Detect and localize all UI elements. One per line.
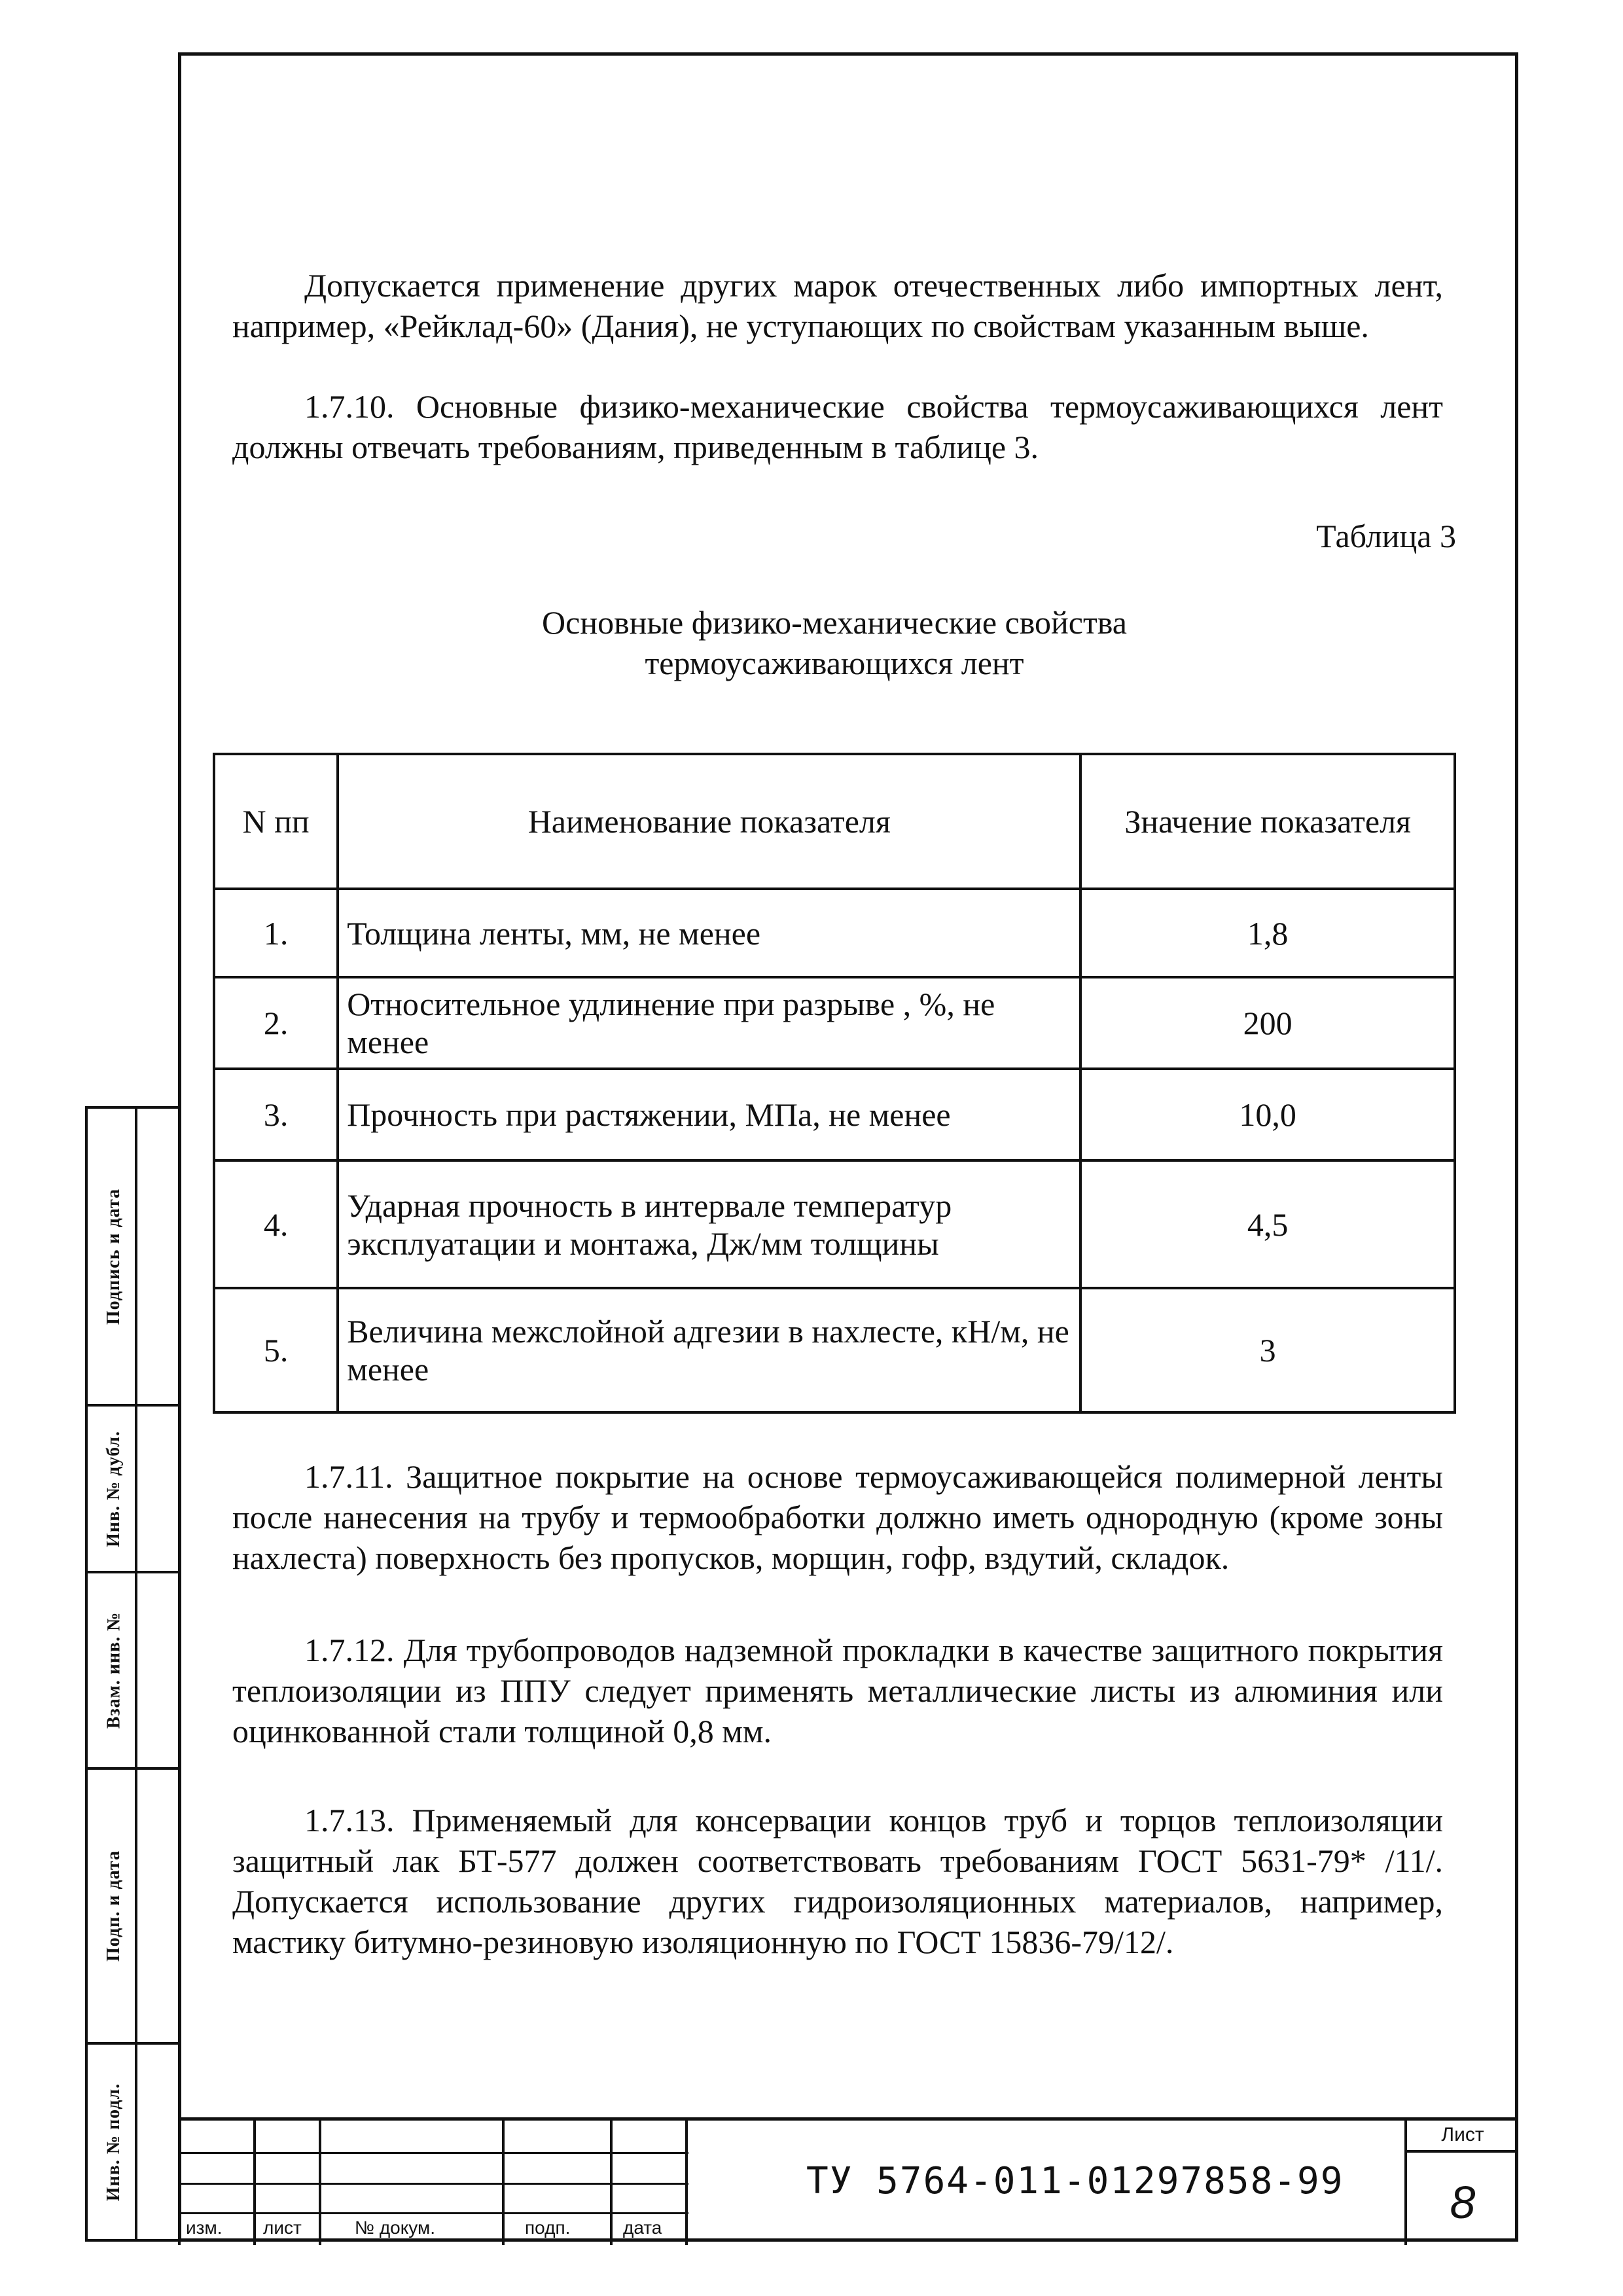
table-label: Таблица 3 xyxy=(1316,518,1456,554)
sidebar-label-vzam-inv: Взам. инв. № xyxy=(103,1611,124,1729)
row-name: Ударная прочность в интервале температур эксплуатации и монтажа, Дж/мм толщины xyxy=(338,1160,1080,1288)
sheet-box xyxy=(1404,2121,1518,2245)
row-name: Величина межслойной адгезии в нахлесте, кН/м, не менее xyxy=(338,1288,1080,1412)
sidebar-cell xyxy=(88,1573,178,1770)
table-row xyxy=(214,889,1455,977)
row-value: 1,8 xyxy=(1080,889,1455,977)
properties-table xyxy=(213,753,1456,1414)
stamp-podp-label: подп. xyxy=(525,2217,571,2238)
sheet-number: 8 xyxy=(1450,2177,1476,2228)
paragraph-intro: Допускается применение других марок отечественных либо импортных лент, например, «Рейклад-60» (Дания), не уступающих по свойствам указанным выше. xyxy=(232,267,1443,344)
row-num: 5. xyxy=(214,1288,338,1412)
sidebar-label-inv-podl: Инв. № подл. xyxy=(103,2083,124,2201)
row-value: 10,0 xyxy=(1080,1069,1455,1160)
table-caption-line1: Основные физико-механические свойства xyxy=(542,604,1127,641)
row-num: 2. xyxy=(214,977,338,1069)
table-caption xyxy=(393,602,1276,683)
sheet-label: Лист xyxy=(1407,2124,1518,2153)
paragraph-1-7-10: 1.7.10. Основные физико-механические свойства термоусаживающихся лент должны отвечать требованиям, приведенным в таблице 3. xyxy=(232,388,1443,465)
row-value: 3 xyxy=(1080,1288,1455,1412)
sidebar-cell xyxy=(88,1407,178,1573)
sidebar-label-inv-dubl: Инв. № дубл. xyxy=(103,1430,124,1547)
stamp-izm-label: изм. xyxy=(186,2217,223,2238)
revision-grid xyxy=(178,2121,688,2245)
row-num: 1. xyxy=(214,889,338,977)
document-code: ТУ 5764-011-01297858-99 xyxy=(806,2160,1344,2202)
table-row xyxy=(214,1288,1455,1412)
row-name: Прочность при растяжении, МПа, не менее xyxy=(338,1069,1080,1160)
paragraph-1-7-12: 1.7.12. Для трубопроводов надземной прокладки в качестве защитного покрытия теплоизоляции из ППУ следует применять металлические листы из алюминия или оцинкованной стали толщиной 0,8 мм. xyxy=(232,1632,1443,1749)
row-value: 4,5 xyxy=(1080,1160,1455,1288)
stamp-list-label: лист xyxy=(263,2217,302,2238)
title-block xyxy=(178,2117,1518,2245)
table-row xyxy=(214,1160,1455,1288)
row-num: 3. xyxy=(214,1069,338,1160)
paragraph-1-7-13: 1.7.13. Применяемый для консервации концов труб и торцов теплоизоляции защитный лак БТ-577 должен соответствовать требованиям ГОСТ 5631-79* /11/. Допускается использование других гидроизоляционных материалов, например, мастику битумно-резиновую изоляционную по ГОСТ 15836-79/12/. xyxy=(232,1802,1443,1960)
row-value: 200 xyxy=(1080,977,1455,1069)
stamp-data-label: дата xyxy=(623,2217,662,2238)
row-num: 4. xyxy=(214,1160,338,1288)
header-num: N пп xyxy=(214,754,338,889)
stamp-dokum-label: № докум. xyxy=(355,2217,436,2238)
sidebar-label-podp-data: Подп. и дата xyxy=(103,1850,124,1962)
sidebar-cell xyxy=(88,1109,178,1407)
table-caption-line2: термоусаживающихся лент xyxy=(645,645,1024,681)
row-name: Относительное удлинение при разрыве , %, не менее xyxy=(338,977,1080,1069)
header-value: Значение показателя xyxy=(1080,754,1455,889)
header-name: Наименование показателя xyxy=(338,754,1080,889)
table-header-row xyxy=(214,754,1455,889)
sidebar-cell xyxy=(88,2045,178,2239)
table-row xyxy=(214,1069,1455,1160)
row-name: Толщина ленты, мм, не менее xyxy=(338,889,1080,977)
sidebar-label-podpis: Подпись и дата xyxy=(103,1188,124,1325)
paragraph-1-7-11: 1.7.11. Защитное покрытие на основе термоусаживающейся полимерной ленты после нанесения на трубу и термообработки должно иметь однородную (кроме зоны нахлеста) поверхность без пропусков, морщин, гофр, вздутий, складок. xyxy=(232,1458,1443,1576)
registration-strip xyxy=(85,1106,178,2242)
table-row xyxy=(214,977,1455,1069)
sidebar-cell xyxy=(88,1770,178,2045)
